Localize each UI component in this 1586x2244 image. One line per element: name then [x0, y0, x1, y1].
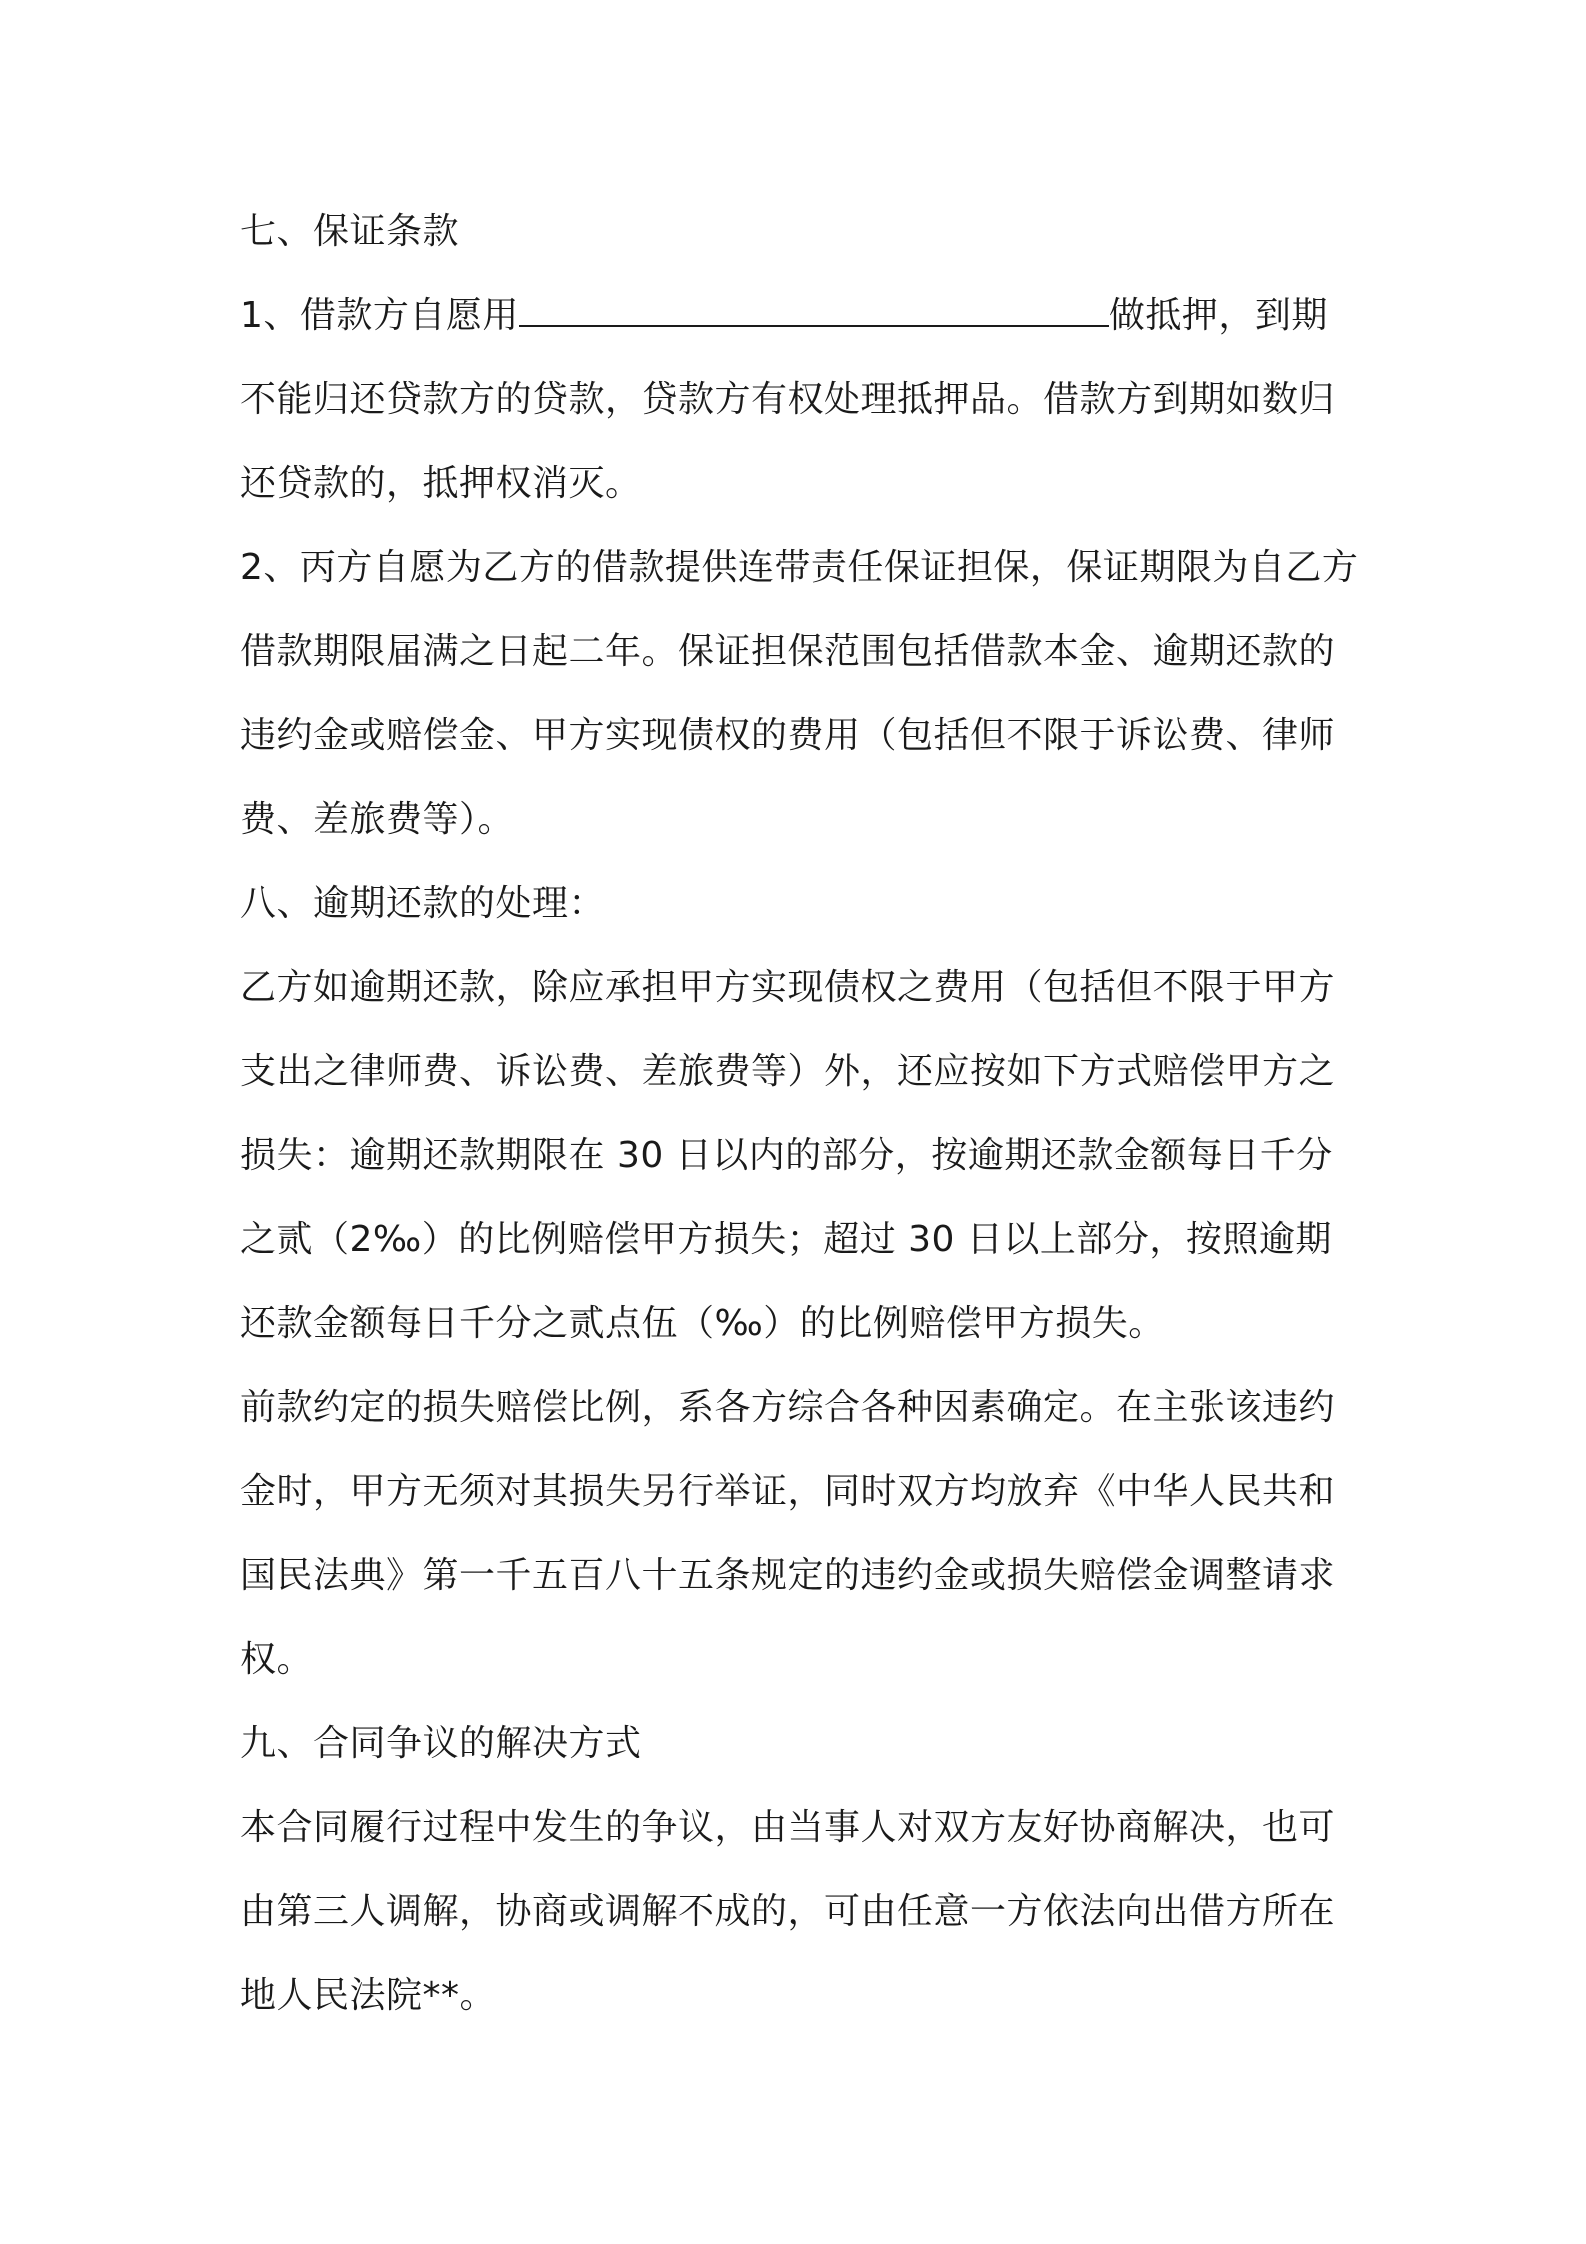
section-7-clause-1	[240, 274, 1360, 526]
section-9-title: 九、合同争议的解决方式	[240, 1723, 642, 1764]
clause-1-text-before: 1、借款方自愿用	[240, 295, 519, 336]
section-8-title: 八、逾期还款的处理：	[240, 883, 606, 924]
section-8-paragraph-2: 前款约定的损失赔偿比例，系各方综合各种因素确定。在主张该违约金时，甲方无须对其损失另行举证，同时双方均放弃《中华人民共和国民法典》第一千五百八十五条规定的违约金或损失赔偿金调整请求权。	[240, 1387, 1336, 1680]
collateral-blank-field	[519, 291, 1109, 327]
contract-page	[240, 190, 1360, 2038]
section-9-paragraph-1: 本合同履行过程中发生的争议，由当事人对双方友好协商解决，也可由第三人调解，协商或调解不成的，可由任意一方依法向出借方所在地人民法院**。	[240, 1807, 1336, 2016]
clause-1-text-after: 做抵押，到期不能归还贷款方的贷款，贷款方有权处理抵押品。借款方到期如数归还贷款的，抵押权消灭。	[240, 295, 1336, 504]
section-8-paragraph-1: 乙方如逾期还款，除应承担甲方实现债权之费用（包括但不限于甲方支出之律师费、诉讼费、差旅费等）外，还应按如下方式赔偿甲方之损失：逾期还款期限在 30 日以内的部分，按逾期还款金额每日千分之贰（2‰）的比例赔偿甲方损失；超过 30 日以上部分，按照逾期还款金额每日千分之贰点伍（‰）的比例赔偿甲方损失。	[240, 967, 1336, 1344]
section-7-title: 七、保证条款	[240, 211, 460, 252]
section-7-clause-2: 2、丙方自愿为乙方的借款提供连带责任保证担保，保证期限为自乙方借款期限届满之日起二年。保证担保范围包括借款本金、逾期还款的违约金或赔偿金、甲方实现债权的费用（包括但不限于诉讼费、律师费、差旅费等）。	[240, 547, 1359, 840]
